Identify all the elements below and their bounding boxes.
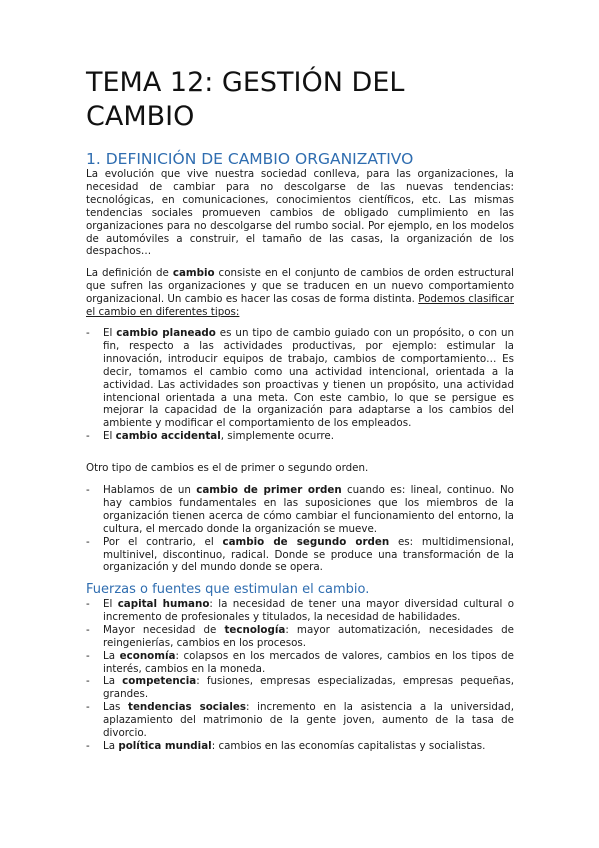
paragraph-intro: La evolución que vive nuestra sociedad conlleva, para las organizaciones, la necesidad de cambiar para no descolgarse de las nuevas tendencias: tecnológicas, en comunicaciones, conocimientos científicos, etc. Las mismas tendencias sociales promueven cambios de obligado cumplimiento en las organizaciones para no descolgarse del rumbo social. Por ejemplo, en los modelos de automóviles a construir, el tamaño de las casas, la organización de los despachos… [86,168,514,258]
dash-bullet: - [86,701,90,714]
list-item-text: El [103,430,116,443]
paragraph-order: Otro tipo de cambios es el de primer o segundo orden. [86,462,369,474]
list-item [86,650,514,676]
dash-bullet: - [86,598,90,610]
list-change-types [86,327,514,443]
paragraph-definition [86,267,514,319]
list-item-bold: economía [119,649,176,662]
list-item-text: Las [103,701,129,714]
dash-bullet: - [86,649,90,662]
list-item-text: : incremento en la asistencia a la universidad, aplazamiento del matrimonio de la gente joven, aumento de la tasa de divorcio. [103,701,514,740]
dash-bullet: - [86,675,90,688]
section-heading-forces: Fuerzas o fuentes que estimulan el cambio. [86,582,370,597]
dash-bullet: - [86,623,90,636]
list-item [86,740,514,753]
list-item-text: : fusiones, empresas especializadas, empresas pequeñas, grandes. [103,675,515,701]
list-item-text: El [103,327,117,339]
paragraph-definition-underline: Podemos clasificar el cambio en diferentes tipos: [86,292,514,318]
list-item-text: Hablamos de un [103,484,197,496]
paragraph-definition-text-a: La definición de [86,267,173,279]
list-item-text: La [103,739,119,752]
list-item [86,598,514,624]
dash-bullet: - [86,535,90,548]
dash-bullet: - [86,430,90,443]
list-item [86,484,514,536]
list-item-text: : cambios en las economías capitalistas y socialistas. [211,739,486,752]
paragraph-definition-text-b: consiste en el conjunto de cambios de orden estructural que sufren las organizaciones y que se traducen en un nuevo comportamiento organizacional. Un cambio es hacer las cosas de forma distinta. [86,267,514,305]
list-item-bold: competencia [122,675,197,688]
dash-bullet: - [86,739,90,752]
dash-bullet: - [86,484,90,496]
document-title: TEMA 12: GESTIÓN DEL CAMBIO [86,67,405,132]
list-item-bold: cambio de primer orden [196,484,342,496]
list-item-bold: cambio accidental [115,430,221,443]
list-forces [86,598,514,753]
list-item-bold: tecnología [224,623,286,636]
section-heading-definition: 1. DEFINICIÓN DE CAMBIO ORGANIZATIVO [86,150,414,168]
list-item [86,675,514,701]
list-item [86,624,514,650]
list-item-bold: cambio de segundo orden [222,535,390,548]
list-item [86,430,514,443]
list-item-text: La [103,649,120,662]
list-item-text: cuando es: lineal, continuo. No hay cambios fundamentales en las suposiciones que los miembros de la organización tienen acerca de cómo cambiar el funcionamiento del entorno, la cultura, el mercado donde la organización se mueve. [103,484,514,535]
list-item-text: es: multidimensional, multinivel, discontinuo, radical. Donde se produce una transformación de la organización y del mundo donde se opera. [103,535,514,574]
list-item-text: Por el contrario, el [103,535,223,548]
list-item-bold: política mundial [118,739,212,752]
list-item [86,536,514,575]
list-item-text: , simplemente ocurre. [220,430,334,443]
list-item-text: La [103,675,123,688]
list-item-text: El [103,598,118,610]
list-item [86,327,514,430]
list-item [86,701,514,740]
list-item-bold: capital humano [117,598,210,610]
list-item-text: es un tipo de cambio guiado con un propósito, o con un fin, respecto a las actividades productivas, por ejemplo: estimular la innovación, introducir equipos de trabajo, cambios de comportamiento… Es decir, tomamos el cambio como una actividad intencional, orientada a la actividad. Las actividades son proactivas y tienen un propósito, una actividad intencional orientada a una meta. Con este cambio, lo que se persigue es mejorar la capacidad de la organización para adaptarse a los cambios del ambiente y modificar el comportamiento de los empleados. [103,327,515,430]
list-item-text: : mayor automatización, necesidades de reingenierías, cambios en los procesos. [103,623,515,649]
list-item-text: : colapsos en los mercados de valores, cambios en los tipos de interés, cambios en la moneda. [103,649,514,675]
dash-bullet: - [86,327,90,339]
paragraph-definition-bold: cambio [172,267,215,279]
list-item-text: Mayor necesidad de [103,623,225,636]
list-item-text: : la necesidad de tener una mayor diversidad cultural o incremento de profesionales y titulados, la necesidad de habilidades. [103,598,515,623]
list-item-bold: cambio planeado [116,327,216,339]
list-item-bold: tendencias sociales [128,701,247,714]
list-order-types [86,484,514,574]
